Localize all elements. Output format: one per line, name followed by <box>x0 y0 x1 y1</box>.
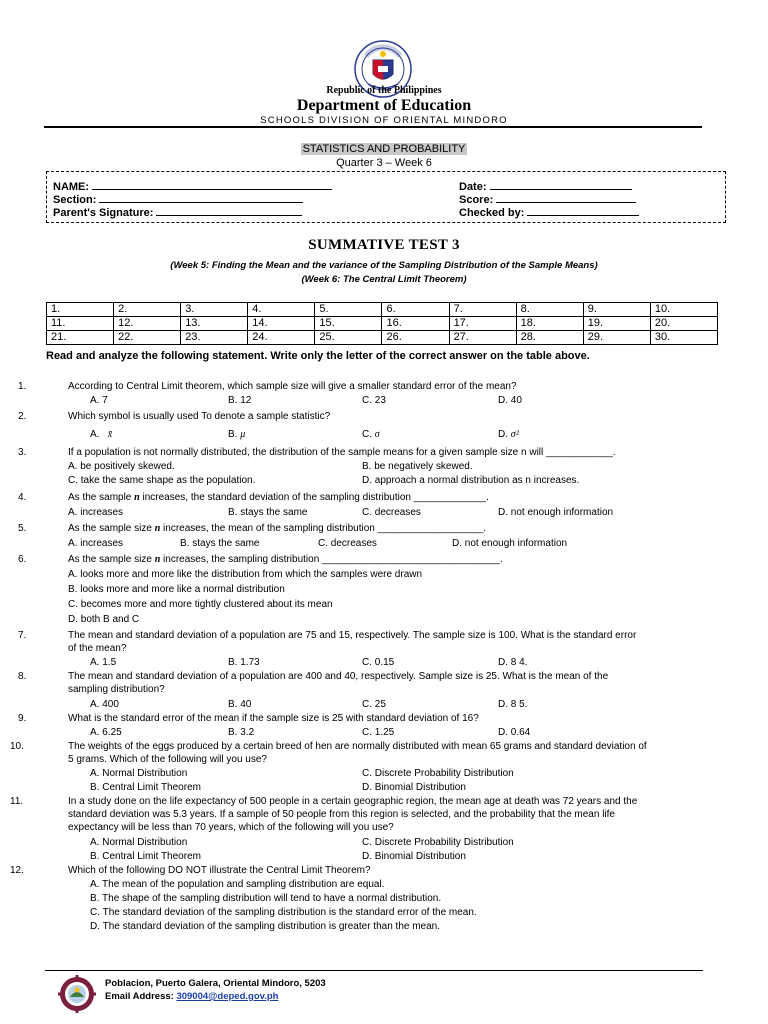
answer-cell[interactable]: 19. <box>583 317 650 331</box>
header-divider <box>44 126 702 128</box>
question-text: Which of the following DO NOT illustrate the Central Limit Theorem? <box>68 865 371 876</box>
answer-cell[interactable]: 21. <box>47 331 114 345</box>
answer-cell[interactable]: 7. <box>449 303 516 317</box>
checked-by-blank[interactable] <box>527 205 639 216</box>
division-logo <box>58 975 96 1013</box>
section-label: Section: <box>53 194 97 206</box>
footer-divider <box>45 970 703 971</box>
name-label: NAME: <box>53 181 90 193</box>
answer-cell[interactable]: 5. <box>315 303 382 317</box>
email-link[interactable]: 309004@deped.gov.ph <box>176 991 279 1002</box>
n-symbol: n <box>154 554 161 565</box>
question-text-part: increases, the sampling distribution ________________________________. <box>160 554 503 565</box>
option-a: A. Normal Distribution <box>90 768 188 779</box>
n-symbol: n <box>154 523 161 534</box>
week5-subtitle: (Week 5: Finding the Mean and the variance of the Sampling Distribution of the Sample Means) <box>170 260 598 271</box>
question-number: 2. <box>18 411 27 422</box>
question-text: The mean and standard deviation of a population are 75 and 15, respectively. The sample size is 100. What is the standard error <box>68 630 637 641</box>
question-text-continued: expectancy will be less than 70 years, which of the following will you use? <box>68 822 394 833</box>
parent-signature-blank[interactable] <box>156 205 302 216</box>
question-number: 11. <box>10 796 24 807</box>
answer-cell[interactable]: 17. <box>449 317 516 331</box>
option-c <box>362 428 380 441</box>
instruction-text: Read and analyze the following statement. Write only the letter of the correct answer on the table above. <box>46 350 590 362</box>
question-number: 10. <box>10 741 24 752</box>
answer-cell[interactable]: 25. <box>315 331 382 345</box>
score-blank[interactable] <box>496 192 636 203</box>
option-d: D. 0.64 <box>498 727 531 738</box>
option-b: B. 12 <box>228 395 252 406</box>
option-b: B. The shape of the sampling distribution will tend to have a normal distribution. <box>90 893 442 904</box>
answer-cell[interactable]: 1. <box>47 303 114 317</box>
question-number: 5. <box>18 523 27 534</box>
checked-by-label: Checked by: <box>459 207 525 219</box>
option-d: D. 40 <box>498 395 522 406</box>
answer-cell[interactable]: 23. <box>181 331 248 345</box>
option-a: A. increases <box>68 538 124 549</box>
question-number: 12. <box>10 865 24 876</box>
n-symbol: n <box>134 492 140 503</box>
option-letter: A. <box>90 429 100 440</box>
option-letter: D. <box>498 429 508 440</box>
option-a: A. 7 <box>90 395 108 406</box>
question-text-continued: of the mean? <box>68 643 127 654</box>
answer-cell[interactable]: 15. <box>315 317 382 331</box>
footer-address: Poblacion, Puerto Galera, Oriental Mindoro, 5203 <box>105 978 326 989</box>
question-text-part: increases, the standard deviation of the sampling distribution _____________. <box>139 492 489 503</box>
question-number: 4. <box>18 492 27 503</box>
question-text: Which symbol is usually used To denote a sample statistic? <box>68 411 331 422</box>
option-b: B. stays the same <box>228 507 308 518</box>
date-field[interactable] <box>459 179 632 193</box>
option-c: C. Discrete Probability Distribution <box>362 768 514 779</box>
footer-email-line <box>105 991 278 1002</box>
table-row <box>47 317 718 331</box>
department-title: Department of Education <box>296 97 472 114</box>
sigma-symbol: σ <box>374 429 380 440</box>
parent-signature-field[interactable] <box>53 205 302 219</box>
option-a: A. The mean of the population and sampling distribution are equal. <box>90 879 385 890</box>
test-title: SUMMATIVE TEST 3 <box>308 237 460 253</box>
answer-cell[interactable]: 10. <box>650 303 717 317</box>
score-label: Score: <box>459 194 494 206</box>
subject-label: STATISTICS AND PROBABILITY <box>302 143 466 155</box>
subject-title <box>0 143 768 155</box>
option-d: D. Binomial Distribution <box>362 851 466 862</box>
question-text: According to Central Limit theorem, which sample size will give a smaller standard error of the mean? <box>68 381 517 392</box>
score-field[interactable] <box>459 192 636 206</box>
question-number: 6. <box>18 554 27 565</box>
question-number: 1. <box>18 381 27 392</box>
table-row <box>47 303 718 317</box>
option-a: A. 400 <box>90 699 119 710</box>
answer-cell[interactable]: 26. <box>382 331 449 345</box>
answer-cell[interactable]: 12. <box>114 317 181 331</box>
option-c: C. becomes more and more tightly clustered about its mean <box>68 599 333 610</box>
answer-cell[interactable]: 24. <box>248 331 315 345</box>
option-d: D. both B and C <box>68 614 140 625</box>
option-a: A. be positively skewed. <box>68 461 175 472</box>
option-c: C. The standard deviation of the sampling distribution is the standard error of the mean. <box>90 907 477 918</box>
option-a: A. increases <box>68 507 124 518</box>
question-text <box>68 553 503 566</box>
question-text <box>68 491 489 504</box>
question-text-part: As the sample <box>68 492 135 503</box>
date-blank[interactable] <box>490 179 632 190</box>
question-text-continued: standard deviation was 5.3 years. If a sample of 50 people from this region is selected, and the probability that the mean life <box>68 809 615 820</box>
option-a <box>90 428 112 441</box>
option-b: B. Central Limit Theorem <box>90 851 201 862</box>
quarter-label: Quarter 3 – Week 6 <box>336 157 432 169</box>
option-b: B. looks more and more like a normal distribution <box>68 584 285 595</box>
division-label: SCHOOLS DIVISION OF ORIENTAL MINDORO <box>260 115 508 126</box>
question-text-part: increases, the mean of the sampling distribution ___________________. <box>160 523 487 534</box>
option-c: C. Discrete Probability Distribution <box>362 837 514 848</box>
option-b: B. 40 <box>228 699 252 710</box>
option-c: C. decreases <box>318 538 377 549</box>
section-field[interactable] <box>53 192 303 206</box>
table-row <box>47 331 718 345</box>
option-a: A. 6.25 <box>90 727 122 738</box>
question-text-part: As the sample size <box>68 554 155 565</box>
date-label: Date: <box>459 181 487 193</box>
option-b: B. 1.73 <box>228 657 260 668</box>
option-d: D. 8 4. <box>498 657 528 668</box>
answer-table <box>46 302 718 345</box>
answer-cell[interactable]: 14. <box>248 317 315 331</box>
question-text: If a population is not normally distributed, the distribution of the sample means for a given sample size n will ____________. <box>68 447 616 458</box>
option-b: B. Central Limit Theorem <box>90 782 201 793</box>
name-field[interactable] <box>53 179 332 193</box>
option-d: D. 8 5. <box>498 699 528 710</box>
answer-cell[interactable]: 3. <box>181 303 248 317</box>
question-number: 7. <box>18 630 27 641</box>
option-b: B. be negatively skewed. <box>362 461 473 472</box>
question-number: 3. <box>18 447 27 458</box>
option-c: C. 25 <box>362 699 386 710</box>
republic-label: Republic of the Philippines <box>326 85 442 96</box>
answer-cell[interactable]: 29. <box>583 331 650 345</box>
option-a: A. Normal Distribution <box>90 837 188 848</box>
sigma-squared-symbol: σ² <box>510 429 519 440</box>
answer-cell[interactable]: 11. <box>47 317 114 331</box>
question-text: What is the standard error of the mean if the sample size is 25 with standard deviation of 16? <box>68 713 479 724</box>
option-c: C. take the same shape as the population. <box>68 475 256 486</box>
option-d: D. approach a normal distribution as n increases. <box>362 475 580 486</box>
question-number: 8. <box>18 671 27 682</box>
question-text: The mean and standard deviation of a population are 400 and 40, respectively. Sample size is 25. What is the mean of the <box>68 671 609 682</box>
question-text: In a study done on the life expectancy of 500 people in a certain geographic region, the mean age at death was 72 years and the <box>68 796 638 807</box>
answer-cell[interactable]: 22. <box>114 331 181 345</box>
option-c: C. decreases <box>362 507 421 518</box>
option-d: D. not enough information <box>498 507 614 518</box>
question-text-part: As the sample size <box>68 523 155 534</box>
option-c: C. 0.15 <box>362 657 395 668</box>
answer-cell[interactable]: 6. <box>382 303 449 317</box>
option-b: B. 3.2 <box>228 727 255 738</box>
answer-cell[interactable]: 30. <box>650 331 717 345</box>
option-d: D. not enough information <box>452 538 568 549</box>
checked-by-field[interactable] <box>459 205 639 219</box>
mu-symbol: μ <box>240 429 246 440</box>
option-c: C. 23 <box>362 395 386 406</box>
answer-cell[interactable]: 2. <box>114 303 181 317</box>
option-letter: B. <box>228 429 238 440</box>
parent-signature-label: Parent's Signature: <box>53 207 154 219</box>
email-label: Email Address: <box>105 991 177 1002</box>
question-text-continued: sampling distribution? <box>68 684 165 695</box>
answer-cell[interactable]: 18. <box>516 317 583 331</box>
question-text: The weights of the eggs produced by a certain breed of hen are normally distributed with mean 65 grams and standard deviation of <box>68 741 647 752</box>
answer-cell[interactable]: 8. <box>516 303 583 317</box>
option-letter: C. <box>362 429 372 440</box>
answer-cell[interactable]: 9. <box>583 303 650 317</box>
option-d: D. The standard deviation of the sampling distribution is greater than the mean. <box>90 921 441 932</box>
week6-subtitle: (Week 6: The Central Limit Theorem) <box>301 274 467 285</box>
option-c: C. 1.25 <box>362 727 395 738</box>
option-b: B. stays the same <box>180 538 260 549</box>
option-b <box>228 428 245 441</box>
student-info-box <box>46 171 726 223</box>
x-bar-symbol: x̄ <box>107 429 113 440</box>
option-d: D. Binomial Distribution <box>362 782 466 793</box>
section-blank[interactable] <box>99 192 303 203</box>
option-a: A. 1.5 <box>90 657 117 668</box>
answer-cell[interactable]: 27. <box>449 331 516 345</box>
question-number: 9. <box>18 713 27 724</box>
question-text-continued: 5 grams. Which of the following will you use? <box>68 754 267 765</box>
option-d <box>498 428 519 441</box>
question-text <box>68 522 486 535</box>
answer-cell[interactable]: 4. <box>248 303 315 317</box>
name-blank[interactable] <box>92 179 332 190</box>
answer-cell[interactable]: 20. <box>650 317 717 331</box>
option-a: A. looks more and more like the distribution from which the samples were drawn <box>68 569 423 580</box>
answer-cell[interactable]: 16. <box>382 317 449 331</box>
answer-cell[interactable]: 28. <box>516 331 583 345</box>
answer-cell[interactable]: 13. <box>181 317 248 331</box>
